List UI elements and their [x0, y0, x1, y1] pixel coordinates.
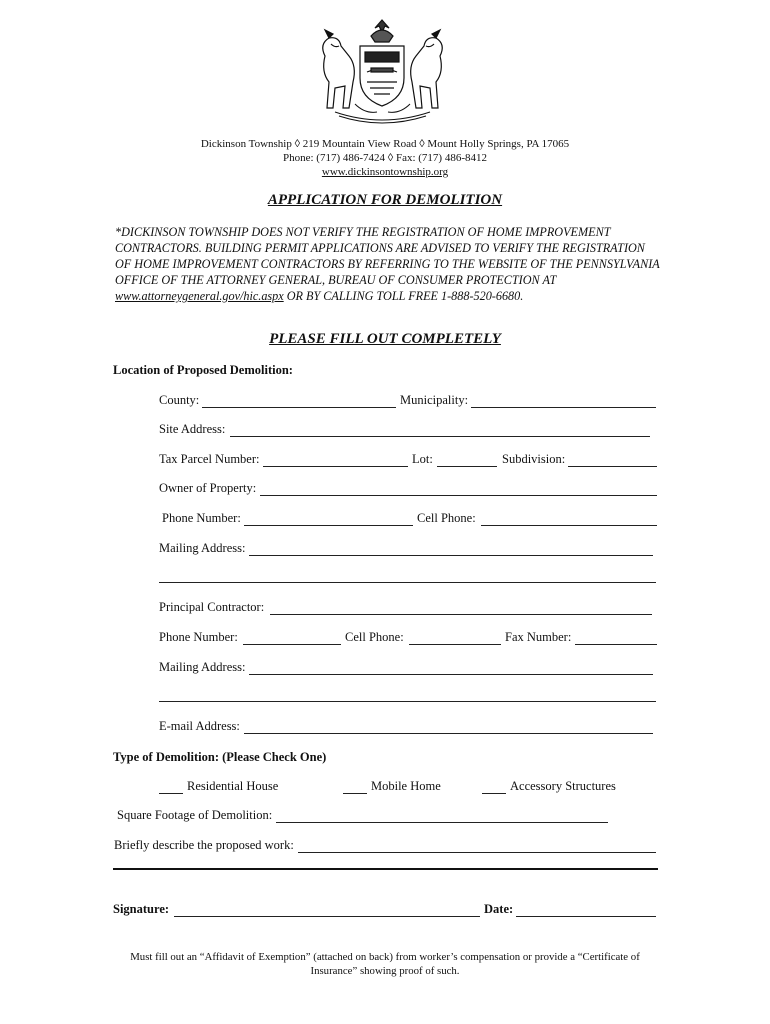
residential-checkbox[interactable]	[159, 793, 183, 794]
attorney-general-link[interactable]: www.attorneygeneral.gov/hic.aspx	[115, 289, 284, 303]
contractor-mailing-line-2[interactable]	[159, 701, 656, 702]
owner-phone-field[interactable]	[244, 525, 413, 526]
contractor-cell-field[interactable]	[409, 644, 501, 645]
insurance-note: Must fill out an “Affidavit of Exemption” (attached on back) from worker’s compensation or provide a “Certificate of Insurance” showing proof of such.	[130, 951, 640, 977]
owner-field[interactable]	[260, 495, 657, 496]
township-address: Dickinson Township ◊ 219 Mountain View Road ◊ Mount Holly Springs, PA 17065	[200, 138, 570, 150]
form-subtitle: PLEASE FILL OUT COMPLETELY	[269, 331, 501, 347]
municipality-label: Municipality:	[400, 393, 469, 407]
date-field[interactable]	[516, 916, 656, 917]
county-field[interactable]	[202, 407, 396, 408]
site-address-label: Site Address:	[159, 422, 226, 436]
township-seal	[305, 16, 460, 128]
contractor-label: Principal Contractor:	[159, 600, 265, 614]
date-label: Date:	[484, 902, 514, 916]
tax-parcel-label: Tax Parcel Number:	[159, 452, 260, 466]
township-phone-fax: Phone: (717) 486-7424 ◊ Fax: (717) 486-8412	[282, 152, 488, 164]
owner-mailing-label: Mailing Address:	[159, 541, 246, 555]
municipality-field[interactable]	[471, 407, 656, 408]
signature-label: Signature:	[113, 902, 170, 916]
owner-phone-label: Phone Number:	[162, 511, 241, 525]
describe-label: Briefly describe the proposed work:	[114, 838, 294, 852]
shield-icon	[360, 46, 404, 106]
contractor-phone-label: Phone Number:	[159, 630, 238, 644]
section-divider	[113, 868, 658, 870]
right-horse-icon	[411, 30, 443, 108]
contractor-notice	[115, 224, 660, 304]
fax-label: Fax Number:	[505, 630, 572, 644]
email-label: E-mail Address:	[159, 719, 240, 733]
contractor-mailing-label: Mailing Address:	[159, 660, 246, 674]
contractor-mailing-field[interactable]	[249, 674, 653, 675]
subdivision-label: Subdivision:	[502, 452, 566, 466]
notice-text: *DICKINSON TOWNSHIP DOES NOT VERIFY THE REGISTRATION OF HOME IMPROVEMENT CONTRACTORS. BUILDING PERMIT APPLICATIONS ARE ADVISED TO VERIFY THE REGISTRATION OF HOME IMPROVEMENT CONTRACTORS BY REFERRING TO THE WEBSITE OF THE PENNSYLVANIA OFFICE OF THE ATTORNEY GENERAL, BUREAU OF CONSUMER PROTECTION AT	[115, 225, 660, 287]
square-footage-field[interactable]	[276, 822, 608, 823]
subdivision-field[interactable]	[568, 466, 657, 467]
fax-field[interactable]	[575, 644, 657, 645]
contractor-cell-label: Cell Phone:	[345, 630, 404, 644]
township-website-link[interactable]: www.dickinsontownship.org	[321, 166, 449, 178]
left-horse-icon	[323, 30, 355, 108]
location-heading: Location of Proposed Demolition:	[113, 363, 293, 377]
describe-field[interactable]	[298, 852, 656, 853]
mobile-home-checkbox[interactable]	[343, 793, 367, 794]
owner-label: Owner of Property:	[159, 481, 257, 495]
owner-mailing-line-2[interactable]	[159, 582, 656, 583]
accessory-label: Accessory Structures	[510, 779, 616, 793]
mobile-home-label: Mobile Home	[371, 779, 441, 793]
contractor-field[interactable]	[270, 614, 652, 615]
site-address-field[interactable]	[230, 436, 650, 437]
lot-label: Lot:	[412, 452, 433, 466]
demolition-type-heading: Type of Demolition: (Please Check One)	[113, 750, 327, 764]
signature-field[interactable]	[174, 916, 480, 917]
form-title: APPLICATION FOR DEMOLITION	[267, 192, 503, 208]
notice-text-end: OR BY CALLING TOLL FREE 1-888-520-6680.	[283, 289, 524, 303]
tax-parcel-field[interactable]	[263, 466, 408, 467]
email-field[interactable]	[244, 733, 653, 734]
residential-label: Residential House	[187, 779, 279, 793]
lot-field[interactable]	[437, 466, 497, 467]
contractor-phone-field[interactable]	[243, 644, 341, 645]
square-footage-label: Square Footage of Demolition:	[117, 808, 273, 822]
accessory-checkbox[interactable]	[482, 793, 506, 794]
county-label: County:	[159, 393, 200, 407]
owner-mailing-field[interactable]	[249, 555, 653, 556]
owner-cell-label: Cell Phone:	[417, 511, 476, 525]
owner-cell-field[interactable]	[481, 525, 657, 526]
eagle-icon	[371, 20, 393, 42]
